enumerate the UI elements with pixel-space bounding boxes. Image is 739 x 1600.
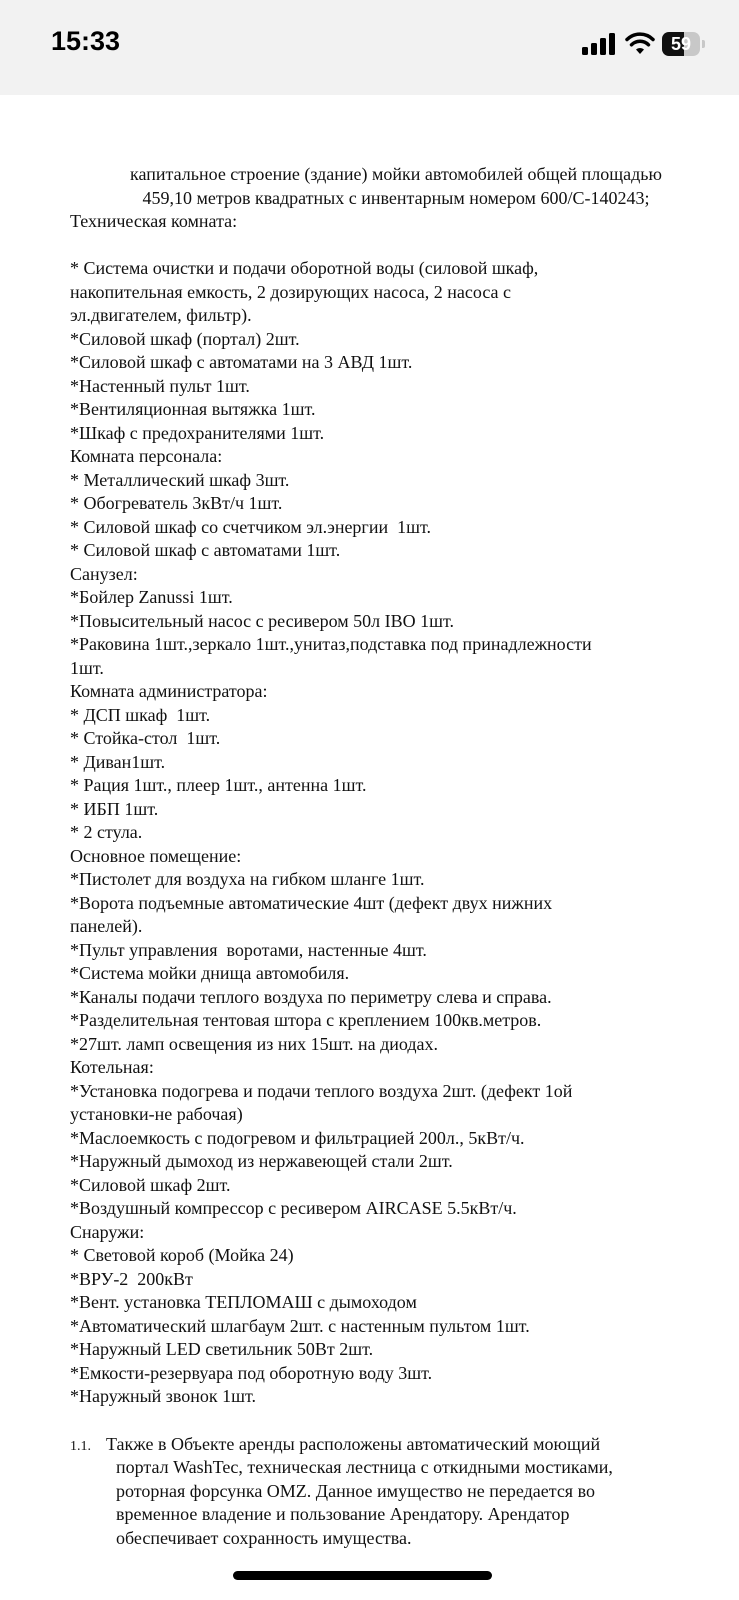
list-line: *Наружный звонок 1шт.	[70, 1386, 257, 1406]
home-indicator[interactable]	[233, 1571, 492, 1580]
list-line: *27шт. ламп освещения из них 15шт. на диодах.	[70, 1033, 439, 1054]
battery-percent: 59	[670, 34, 692, 54]
paragraph-line: портал WashTec, техническая лестница с откидными мостиками,	[116, 1457, 613, 1477]
list-line: *Вент. установка ТЕПЛОМАШ с дымоходом	[70, 1292, 417, 1312]
list-line: *Бойлер Zanussi 1шт.	[70, 587, 233, 607]
list-line: * Рация 1шт., плеер 1шт., антенна 1шт.	[70, 775, 367, 795]
list-line: панелей).	[70, 916, 143, 936]
list-line: Основное помещение:	[70, 845, 242, 866]
list-line: Комната администратора:	[70, 681, 268, 701]
list-line: *Воздушный компрессор с ресивером AIRCASE 5.5кВт/ч.	[70, 1198, 517, 1218]
list-line: * Металлический шкаф 3шт.	[70, 469, 290, 490]
list-line: эл.двигателем, фильтр).	[70, 305, 252, 325]
list-line: *Раковина 1шт.,зеркало 1шт.,унитаз,подставка под принадлежности	[70, 634, 592, 654]
list-line: * Силовой шкаф с автоматами 1шт.	[70, 540, 341, 560]
list-line: *ВРУ-2 200кВт	[70, 1268, 193, 1289]
list-line: *Система мойки днища автомобиля.	[70, 963, 350, 983]
list-line: * Обогреватель 3кВт/ч 1шт.	[70, 493, 283, 513]
list-line: Техническая комната:	[70, 211, 238, 231]
battery-tip	[702, 40, 705, 48]
paragraph-body	[106, 1456, 710, 1550]
document-body	[70, 163, 710, 1550]
list-line: *Повысительный насос с ресивером 50л IBO 1шт.	[70, 610, 455, 631]
cellular-signal-icon	[582, 33, 616, 55]
inventory-list	[70, 210, 710, 1409]
numbered-paragraph	[70, 1433, 710, 1551]
list-line: * Силовой шкаф со счетчиком эл.энергии 1шт.	[70, 516, 431, 537]
list-line: * Система очистки и подачи оборотной воды (силовой шкаф,	[70, 258, 539, 278]
list-line: *Ворота подъемные автоматические 4шт (дефект двух нижних	[70, 892, 553, 913]
list-line: *Пистолет для воздуха на гибком шланге 1шт.	[70, 869, 425, 889]
list-line: *Шкаф с предохранителями 1шт.	[70, 422, 325, 443]
list-line: Снаружи:	[70, 1221, 145, 1242]
paragraph-first-line: Также в Объекте аренды расположены автоматический моющий	[106, 1433, 601, 1454]
blank-line	[70, 234, 710, 258]
status-bar	[0, 0, 739, 95]
document-heading	[70, 163, 710, 210]
list-line: *Силовой шкаф 2шт.	[70, 1174, 231, 1195]
list-line: *Наружный дымоход из нержавеющей стали 2шт.	[70, 1151, 453, 1171]
paragraph-line: временное владение и пользование Арендатору. Арендатор	[116, 1504, 570, 1524]
list-line: * Диван1шт.	[70, 751, 166, 772]
list-line: *Пульт управления воротами, настенные 4шт.	[70, 939, 427, 960]
heading-line: 459,10 метров квадратных с инвентарным номером 600/С-140243;	[142, 187, 650, 208]
list-line: Санузел:	[70, 563, 138, 584]
list-line: *Каналы подачи теплого воздуха по периметру слева и справа.	[70, 986, 552, 1007]
list-line: * Световой короб (Мойка 24)	[70, 1245, 294, 1265]
list-line: * ИБП 1шт.	[70, 798, 159, 819]
heading-line: капитальное строение (здание) мойки автомобилей общей площадью	[130, 164, 662, 184]
paragraph-number: 1.1.	[70, 1438, 91, 1454]
list-line: установки-не рабочая)	[70, 1104, 243, 1124]
list-line: *Вентиляционная вытяжка 1шт.	[70, 399, 316, 419]
list-line: * ДСП шкаф 1шт.	[70, 704, 211, 725]
list-line: * Стойка-стол 1шт.	[70, 728, 221, 748]
paragraph-line: обеспечивает сохранность имущества.	[116, 1527, 412, 1548]
status-time: 15:33	[51, 26, 121, 56]
list-line: *Емкости-резервуара под оборотную воду 3шт.	[70, 1362, 433, 1383]
list-line: *Настенный пульт 1шт.	[70, 375, 250, 396]
list-line: 1шт.	[70, 657, 104, 678]
list-line: *Наружный LED светильник 50Вт 2шт.	[70, 1339, 374, 1359]
list-line: *Силовой шкаф (портал) 2шт.	[70, 328, 300, 349]
battery-icon	[662, 32, 700, 56]
paragraph-line: роторная форсунка OMZ. Данное имущество не передается во	[116, 1480, 595, 1501]
list-line: *Маслоемкость с подогревом и фильтрацией 200л., 5кВт/ч.	[70, 1127, 525, 1148]
list-line: *Автоматический шлагбаум 2шт. с настенным пультом 1шт.	[70, 1315, 530, 1336]
list-line: *Установка подогрева и подачи теплого воздуха 2шт. (дефект 1ой	[70, 1080, 573, 1101]
list-line: * 2 стула.	[70, 822, 143, 842]
list-line: *Силовой шкаф с автоматами на 3 АВД 1шт.	[70, 352, 413, 372]
wifi-icon	[625, 31, 655, 55]
list-line: накопительная емкость, 2 дозирующих насоса, 2 насоса с	[70, 281, 511, 302]
list-line: Комната персонала:	[70, 446, 223, 466]
list-line: *Разделительная тентовая штора с креплением 100кв.метров.	[70, 1010, 542, 1030]
list-line: Котельная:	[70, 1057, 154, 1077]
